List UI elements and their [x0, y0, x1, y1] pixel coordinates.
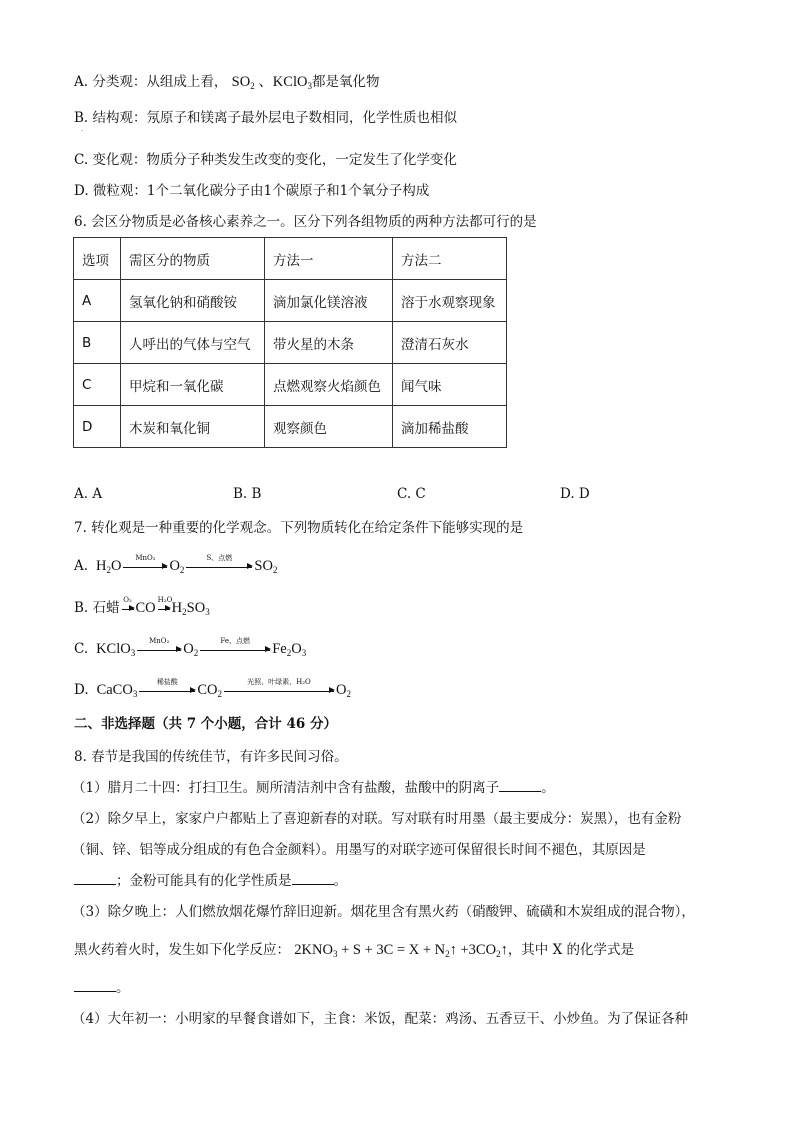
reaction-arrow [200, 637, 270, 651]
choice-b: B. B [233, 486, 262, 502]
q7-d-label: D. [74, 682, 89, 698]
table-cell: 木炭和氧化铜 [121, 406, 265, 448]
table-header: 方法二 [393, 238, 507, 280]
q7-c-label: C. [74, 641, 89, 657]
answer-blank[interactable] [292, 872, 334, 885]
table-cell: 闻气味 [393, 364, 507, 406]
table-cell: B [74, 322, 121, 364]
table-row [74, 322, 507, 364]
stray-dot: · [81, 128, 83, 135]
reaction-arrow [122, 596, 134, 610]
q7-option-a [74, 556, 277, 580]
q8-part-3-line-3 [74, 978, 130, 998]
choice-a: A. A [74, 486, 103, 502]
question-8-stem: 8. 春节是我国的传统佳节，有许多民间习俗。 [74, 749, 348, 765]
answer-blank[interactable] [74, 872, 116, 885]
table-cell: 滴加稀盐酸 [393, 406, 507, 448]
formula-kclo3: KClO$_3$ [92, 641, 136, 658]
table-row [74, 364, 507, 406]
table-header: 需区分的物质 [121, 238, 265, 280]
question-7-stem: 7. 转化观是一种重要的化学观念。下列物质转化在给定条件下能够实现的是 [74, 520, 524, 536]
question-6-table [73, 237, 507, 448]
reaction-arrow [137, 637, 181, 651]
arrow-condition: Fe、点燃 [220, 637, 251, 645]
q7-a-label: A. [74, 558, 89, 574]
answer-blank[interactable] [499, 779, 541, 792]
substance-paraffin: 石蜡 [92, 600, 120, 616]
table-cell: D [74, 406, 121, 448]
table-cell: 甲烷和一氧化碳 [121, 364, 265, 406]
table-cell: 澄清石灰水 [393, 322, 507, 364]
q8-part-2-line-3 [74, 871, 347, 891]
q8-part-3-text: 黑火药着火时，发生如下化学反应： [74, 942, 290, 958]
arrow-condition: O₂ [123, 596, 132, 604]
table-cell: 人呼出的气体与空气 [121, 322, 265, 364]
q8-part-2-line-2: （铜、锌、铝等成分组成的有色合金颜料）。用墨写的对联字迹可保留很长时间不褪色，其原因是 [72, 842, 646, 858]
answer-blank[interactable] [74, 979, 116, 992]
table-cell: C [74, 364, 121, 406]
q8-part-3-suffix: ，其中 X 的化学式是 [507, 942, 635, 958]
q7-option-d [74, 680, 351, 704]
option-a [74, 72, 379, 96]
q7-b-label: B. [74, 600, 89, 616]
q8-part-2-text: ；金粉可能具有的化学性质是 [116, 873, 292, 889]
formula-h2so3: $H_2SO_3$ [171, 600, 210, 617]
reaction-arrow [123, 554, 167, 568]
choice-d: D. D [560, 486, 590, 502]
option-c: C. 变化观：物质分子种类发生改变的变化，一定发生了化学变化 [74, 152, 457, 168]
formula-so2-kclo3: $SO_2$ 、KClO$_3$ [231, 74, 312, 91]
formula-co2: $CO_2$ [197, 682, 222, 699]
choice-c: C. C [397, 486, 426, 502]
formula-caco3: CaCO$_3$ [92, 682, 138, 699]
table-header-row [74, 238, 507, 280]
reaction-arrow [157, 596, 173, 610]
arrow-condition: 光照、叶绿素、H₂O [247, 678, 311, 686]
arrow-condition: S、点燃 [206, 554, 233, 562]
period: 。 [116, 980, 130, 996]
arrow-condition: H₂O [157, 596, 173, 604]
reaction-arrow [186, 554, 252, 568]
table-cell: 滴加氯化镁溶液 [265, 280, 393, 322]
q8-part-3-line-2 [74, 940, 634, 964]
arrow-condition: MnO₂ [149, 637, 170, 645]
option-d: D. 微粒观：1个二氧化碳分子由1个碳原子和1个氧分子构成 [74, 183, 430, 199]
formula-o2: $O_2$ [335, 682, 351, 699]
formula-co: CO [135, 600, 156, 616]
table-cell: A [74, 280, 121, 322]
formula-o2: $O_2$ [169, 558, 185, 575]
arrow-condition: MnO₂ [135, 554, 156, 562]
q8-part-1 [72, 778, 555, 798]
option-a-suffix: 都是氧化物 [311, 74, 380, 90]
formula-o2: $O_2$ [183, 641, 199, 658]
reaction-arrow [139, 678, 195, 692]
q7-option-b [74, 598, 210, 622]
table-cell: 带火星的木条 [265, 322, 393, 364]
table-header: 选项 [74, 238, 121, 280]
formula-so2: $SO_2$ [254, 558, 278, 575]
formula-fe2o3: $Fe_2O_3$ [272, 641, 307, 658]
period: 。 [333, 873, 347, 889]
reaction-equation: $2KNO_3 + S + 3C = X$ + $N_2↑$ $+3CO_2↑$ [294, 942, 508, 959]
option-a-text: A. 分类观：从组成上看， [74, 74, 228, 90]
table-header: 方法一 [265, 238, 393, 280]
option-b: B. 结构观：氖原子和镁离子最外层电子数相同，化学性质也相似 [74, 110, 458, 126]
q8-part-2-line-1: （2）除夕早上，家家户户都贴上了喜迎新春的对联。写对联有时用墨（最主要成分：炭黑），也有金粉 [72, 811, 682, 827]
table-cell: 点燃观察火焰颜色 [265, 364, 393, 406]
table-cell: 溶于水观察现象 [393, 280, 507, 322]
question-6-stem: 6. 会区分物质是必备核心素养之一。区分下列各组物质的两种方法都可行的是 [74, 214, 537, 230]
q7-option-c [74, 639, 306, 663]
section-heading: 二、非选择题（共 7 个小题，合计 46 分） [74, 716, 337, 732]
table-row [74, 280, 507, 322]
period: 。 [541, 780, 555, 796]
q8-part-1-text: （1）腊月二十四：打扫卫生。厕所清洁剂中含有盐酸，盐酸中的阴离子 [72, 780, 500, 796]
formula-h2o: $H_2O$ [92, 558, 122, 575]
q8-part-3-line-1: （3）除夕晚上：人们燃放烟花爆竹辞旧迎新。烟花里含有黑火药（硝酸钾、硫磺和木炭组成的混合物）， [72, 904, 695, 920]
reaction-arrow [224, 678, 334, 692]
q8-part-4: （4）大年初一：小明家的早餐食谱如下，主食：米饭，配菜：鸡汤、五香豆干、小炒鱼。为了保证各种 [72, 1011, 689, 1027]
table-cell: 氢氧化钠和硝酸铵 [121, 280, 265, 322]
arrow-condition: 稀盐酸 [156, 678, 178, 686]
table-row [74, 406, 507, 448]
table-cell: 观察颜色 [265, 406, 393, 448]
